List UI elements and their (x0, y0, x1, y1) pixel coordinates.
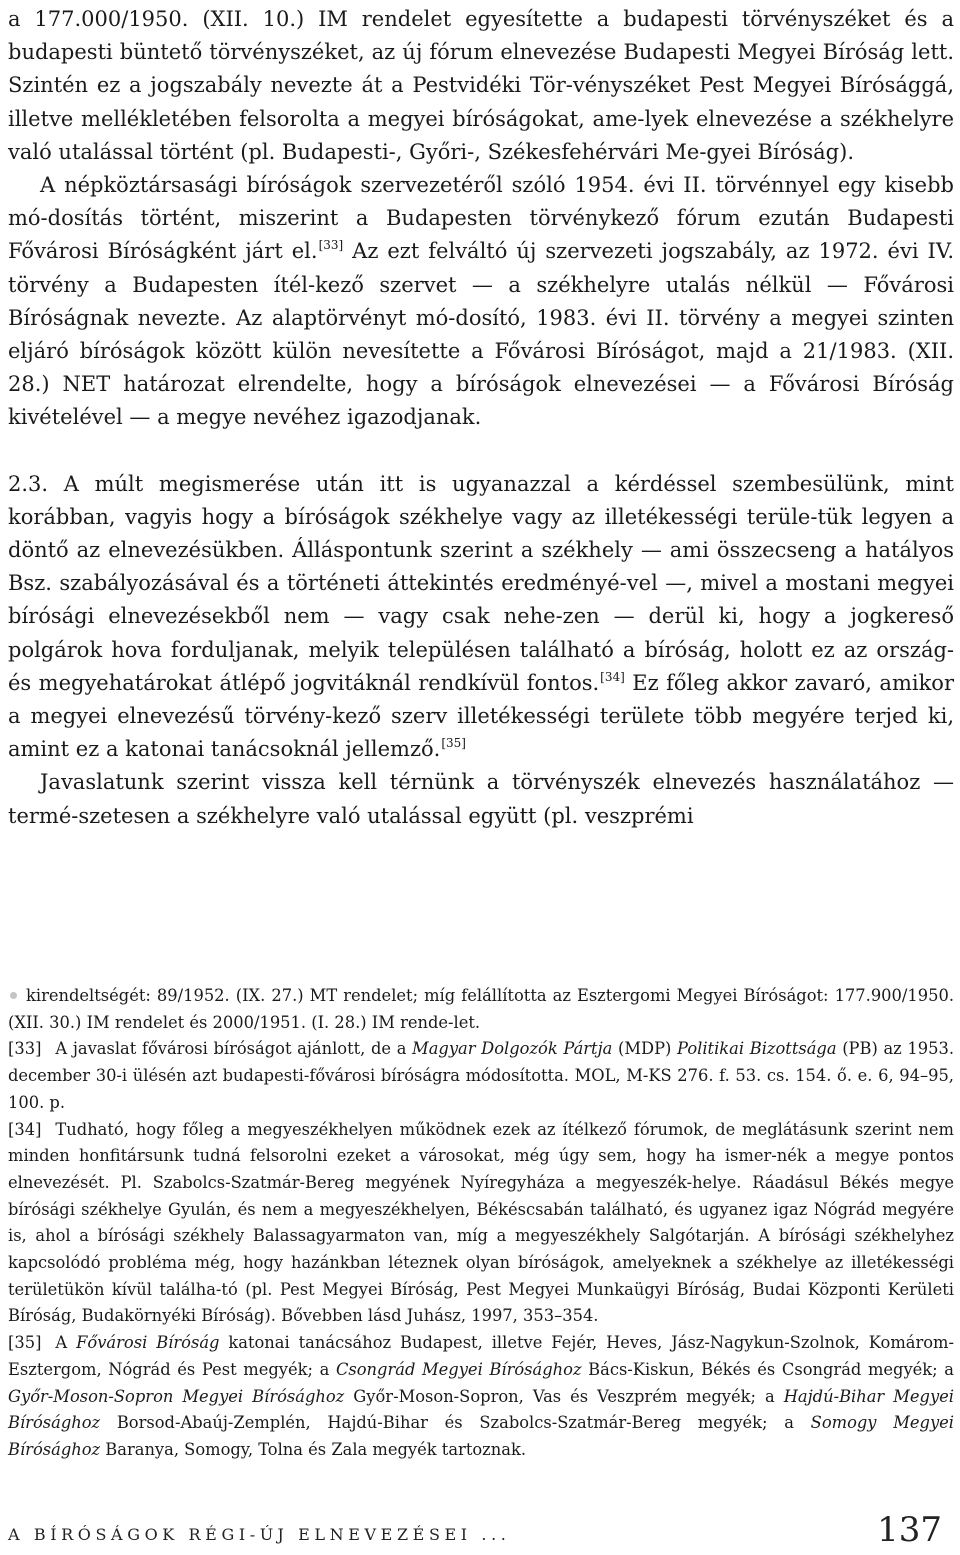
text-segment: A javaslat fővárosi bíróságot ajánlott, de a (55, 1039, 413, 1059)
italic-text: Politikai Bizottsága (677, 1039, 837, 1059)
text-segment: Baranya, Somogy, Tolna és Zala megyék tartoznak. (100, 1439, 526, 1459)
footnote-continuation (8, 983, 954, 1036)
text-segment: Győr-Moson-Sopron, Vas és Veszprém megyék; a (344, 1386, 784, 1406)
paragraph-court-history (8, 3, 954, 435)
paragraph-proposal: Javaslatunk szerint vissza kell térnünk a törvényszék elnevezés használatához — termé-szetesen a székhelyre való utalással együtt (pl. veszprémi (8, 770, 954, 828)
text-segment: A népköztársasági bíróságok szervezetéről szóló 1954. évi II. törvénnyel egy kisebb mó-dosítás történt, miszerint a Budapesten törvénykező fórum ezután Budapesti Fővárosi Bíróságként járt el. (8, 173, 954, 264)
page-number: 137 (877, 1510, 942, 1550)
text-segment: katonai tanácsához Budapest, illetve Fejér, Heves, Jász-Nagykun-Szolnok, Komárom-Esztergom, Nógrád és Pest megyék; a (8, 1333, 954, 1379)
footnote-number: [34] (8, 1119, 42, 1139)
footnote-number: [35] (8, 1333, 42, 1353)
text-segment: Ez főleg akkor zavaró, amikor a megyei elnevezésű törvény-kező szerv illetékességi területe több megyére terjed ki, amint ez a katonai tanácsoknál jellemző. (8, 670, 954, 762)
footnote-number: [33] (8, 1039, 42, 1059)
italic-text: Fővárosi Bíróság (76, 1333, 220, 1353)
text-segment: 2.3. A múlt megismerése után itt is ugyanazzal a kérdéssel szembesülünk, mint korábban, vagyis hogy a bíróságok székhelye vagy az illetékességi terüle-tük legyen a döntő az elnevezésükben. Álláspontunk szerint a székhely — ami összecseng a hatályos Bsz. szabályozásával és a történeti áttekintés eredményé-vel —, mivel a mostani megyei bírósági elnevezésekből nem — vagy csak nehe-zen — derül ki, hogy a jogkereső polgárok hova forduljanak, melyik településen található a bíróság, holott ez az ország- és megyehatárokat átlépő jogvitáknál rendkívül fontos. (8, 471, 954, 695)
text-segment: (PB) az 1953. december 30-i ülésén azt budapesti-fővárosi bíróságra módosította. MOL, M-KS 276. f. 53. cs. 154. ő. e. 6, 94–95, 100. p. (8, 1039, 955, 1112)
text-segment: (MDP) (612, 1039, 678, 1059)
footnote-35 (8, 1330, 954, 1464)
paragraph-section-2-3 (8, 468, 954, 767)
italic-text: Csongrád Megyei Bírósághoz (335, 1359, 582, 1379)
bullet-icon (10, 992, 17, 999)
text-segment: Borsod-Abaúj-Zemplén, Hajdú-Bihar és Szabolcs-Szatmár-Bereg megyék; a (100, 1413, 811, 1433)
text-segment: kirendeltségét: 89/1952. (IX. 27.) MT rendelet; míg felállította az Esztergomi Megyei Bíróságot: 177.900/1950. (XII. 30.) IM rendelet és 2000/1951. (I. 28.) IM rende-let. (8, 986, 954, 1032)
italic-text: Hajdú-Bihar Megyei Bírósághoz (8, 1386, 954, 1433)
footnote-ref-33[interactable]: [33] (318, 238, 344, 253)
text-segment: Tudható, hogy főleg a megyeszékhelyen működnek ezek az ítélkező fórumok, de meglátásunk szerint nem minden honfitársunk tudná felsorolni ezeket a városokat, még úgy sem, hogy ha ismer-nék a megye pontos elnevezését. Pl. Szabolcs-Szatmár-Bereg megyének Nyíregyháza a megyeszék-helye. Ráadásul Békés megye bírósági székhelye Gyulán, és nem a megyeszékhelyen, Békéscsabán található, és ugyanez igaz Nógrád megyére is, ahol a bírósági székhely Balassagyarmaton van, míg a megyeszékhely Salgótarján. A bírósági székhelyhez kapcsolódó probléma még, hogy hazánkban léteznek olyan bíróságok, amelyeknek a székhelye az illetékességi területükön kívül találha-tó (pl. Pest Megyei Bíróság, Pest Megyei Munkaügyi Bíróság, Budai Központi Kerületi Bíróság, Budakörnyéki Bíróság). Bővebben lásd Juhász, 1997, 353–354. (8, 1119, 954, 1326)
text-segment: Az ezt felváltó új szervezeti jogszabály, az 1972. évi IV. törvény a Budapesten ítél-kező szervet — a székhelyre utalás nélkül — Fővárosi Bíróságnak nevezte. Az alaptörvényt mó-dosító, 1983. évi II. törvény a megyei szinten eljáró bíróságok között külön nevesítette a Fővárosi Bíróságot, majd a 21/1983. (XII. 28.) NET határozat elrendelte, hogy a bíróságok elnevezései — a Fővárosi Bíróság kivételével — a megye nevéhez igazodjanak. (8, 239, 955, 430)
document-page (8, 0, 955, 1550)
main-text (8, 3, 954, 833)
footnote-ref-34[interactable]: [34] (600, 669, 625, 684)
running-title: A BÍRÓSÁGOK RÉGI-ÚJ ELNEVEZÉSEI ... (8, 1525, 511, 1544)
text-segment: a 177.000/1950. (XII. 10.) IM rendelet egyesítette a budapesti törvényszéket és a budapesti büntető törvényszéket, az új fórum elnevezése Budapesti Megyei Bíróság lett. Szintén ez a jogszabály nevezte át a Pestvidéki Tör-vényszéket Pest Megyei Bírósággá, illetve mellékletében felsorolta a megyei bíróságokat, ame-lyek elnevezése a székhelyre való utalással történt (pl. Budapesti-, Győri-, Székesfehérvári Me-gyei Bíróság). (8, 7, 954, 164)
running-footer (8, 1512, 954, 1552)
footnote-33 (8, 1036, 954, 1116)
footnote-34 (8, 1117, 954, 1331)
italic-text: Magyar Dolgozók Pártja (412, 1039, 613, 1059)
italic-text: Somogy Megyei Bírósághoz (8, 1413, 954, 1459)
footnotes (8, 983, 954, 1464)
text-segment: Bács-Kiskun, Békés és Csongrád megyék; a (581, 1359, 954, 1379)
footnote-ref-35[interactable]: [35] (441, 736, 466, 751)
italic-text: Győr-Moson-Sopron Megyei Bírósághoz (8, 1386, 345, 1406)
text-segment: A (55, 1333, 77, 1353)
